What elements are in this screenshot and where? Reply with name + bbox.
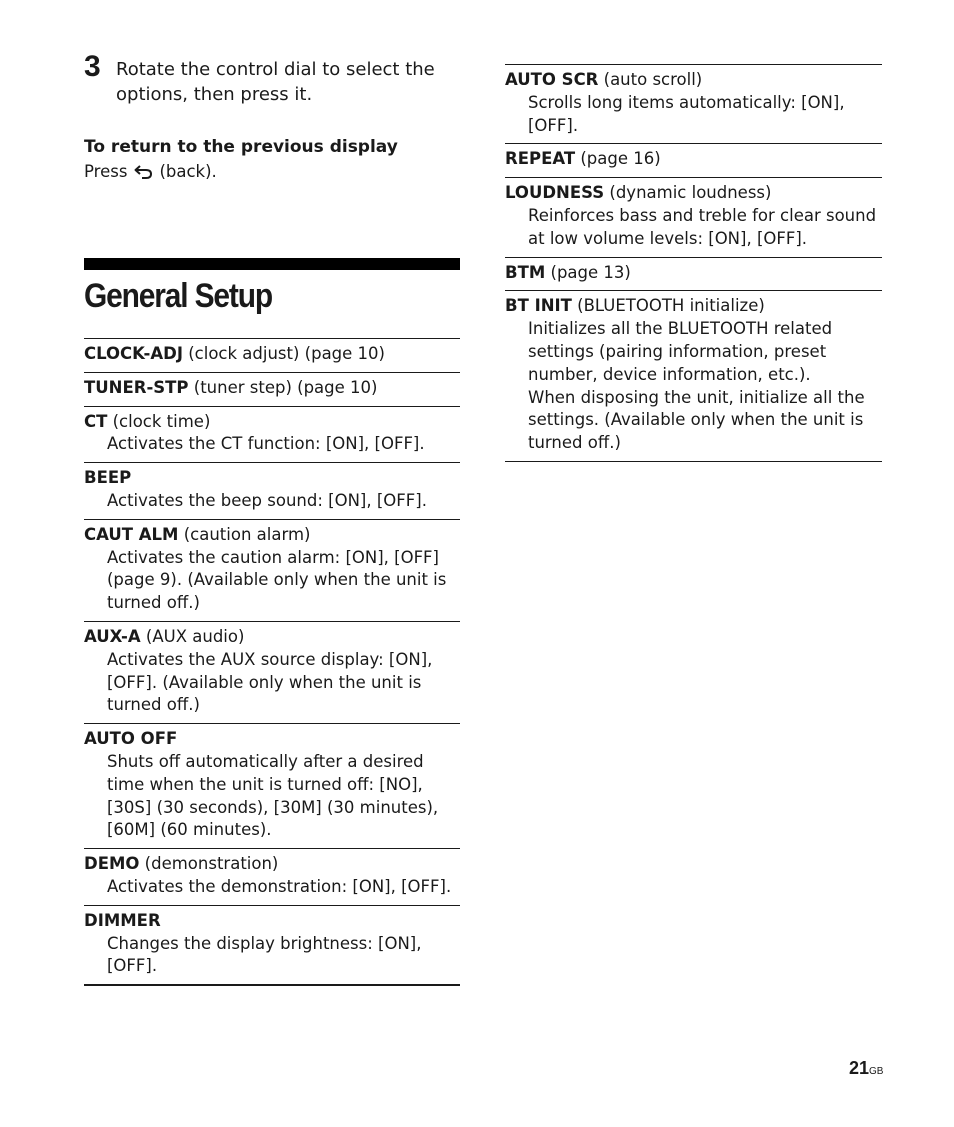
setting-description: Changes the display brightness: [ON], [OFF].	[107, 933, 422, 976]
setting-note: (demonstration)	[139, 854, 279, 874]
setting-heading	[505, 295, 882, 318]
page-number	[849, 1057, 883, 1083]
setting-heading	[84, 626, 460, 649]
setting-description: Activates the beep sound: [ON], [OFF].	[107, 490, 427, 510]
setting-key: AUTO SCR	[505, 70, 599, 89]
setting-description: Scrolls long items automatically: [ON], [OFF].	[528, 92, 845, 135]
setting-heading	[84, 524, 460, 547]
setting-key: AUTO OFF	[84, 729, 178, 749]
setting-key: REPEAT	[505, 149, 576, 169]
setting-key: LOUDNESS	[505, 183, 605, 203]
setting-description: Activates the caution alarm: [ON], [OFF] (page 9). (Available only when the unit is turned off.)	[107, 547, 447, 613]
setting-entry	[84, 905, 460, 984]
setting-entry	[505, 143, 882, 177]
setting-key: DEMO	[84, 854, 140, 874]
setting-heading	[505, 148, 882, 171]
setting-note: (tuner step) (page 10)	[188, 377, 378, 397]
setting-entry	[505, 177, 882, 256]
setting-description: Activates the AUX source display: [ON], [OFF]. (Available only when the unit is turned off.)	[107, 649, 433, 715]
setting-entry	[505, 64, 882, 143]
step-3	[84, 52, 460, 107]
setting-entry	[84, 462, 460, 519]
setting-heading	[84, 411, 460, 434]
setting-description: Shuts off automatically after a desired time when the unit is turned off: [NO], [30S] (30 seconds), [30M] (30 minutes), [60M] (60 minutes).	[107, 751, 439, 840]
setting-note: (dynamic loudness)	[604, 183, 772, 203]
setting-heading	[84, 853, 460, 876]
setting-entry	[84, 406, 460, 463]
setting-note: (clock time)	[107, 411, 211, 431]
setting-description: Activates the demonstration: [ON], [OFF].	[107, 876, 452, 896]
setting-entry	[84, 372, 460, 406]
setting-heading	[84, 343, 460, 366]
setting-description: Initializes all the BLUETOOTH related settings (pairing information, preset number, device information, etc.).	[528, 319, 833, 384]
setting-heading	[84, 467, 460, 490]
step-number: 3	[84, 50, 101, 83]
section-rule	[84, 258, 460, 270]
setting-key: BT INIT	[505, 296, 572, 316]
back-arrow-icon	[134, 165, 153, 179]
setting-note: (clock adjust) (page 10)	[182, 344, 385, 363]
setting-entry	[84, 338, 460, 372]
setting-heading	[505, 262, 882, 285]
setting-entry	[84, 519, 460, 621]
general-setup-list	[84, 338, 460, 986]
setting-heading	[505, 69, 882, 92]
setting-key: CLOCK-ADJ	[84, 344, 183, 363]
setting-note: (auto scroll)	[598, 70, 703, 89]
setting-heading	[84, 728, 460, 751]
page-number-value: 21	[849, 1058, 870, 1078]
setting-heading	[84, 910, 460, 933]
setting-note: (caution alarm)	[178, 524, 311, 544]
setting-key: DIMMER	[84, 910, 161, 930]
step-text: Rotate the control dial to select the options, then press it.	[116, 59, 435, 105]
setting-entry	[84, 723, 460, 848]
setting-key: CT	[84, 411, 108, 431]
setting-note: (BLUETOOTH initialize)	[571, 296, 765, 316]
setting-entry	[84, 848, 460, 905]
setting-key: AUX-A	[84, 626, 141, 646]
setting-key: TUNER-STP	[84, 377, 189, 397]
setting-entry	[505, 290, 882, 461]
setting-description: Activates the CT function: [ON], [OFF].	[107, 434, 425, 454]
setting-description: Reinforces bass and treble for clear sound at low volume levels: [ON], [OFF].	[528, 205, 877, 248]
region-code: GB	[869, 1066, 884, 1077]
back-label: (back).	[159, 162, 217, 181]
return-display-instruction	[84, 161, 217, 183]
press-label: Press	[84, 162, 128, 181]
setting-entry	[505, 257, 882, 291]
setting-note: (page 13)	[545, 262, 631, 282]
setting-note: (page 16)	[575, 149, 661, 169]
setting-description: When disposing the unit, initialize all the settings. (Available only when the unit is turned off.)	[528, 387, 865, 453]
setting-key: CAUT ALM	[84, 524, 179, 544]
setting-key: BTM	[505, 262, 546, 282]
general-setup-list-continued	[505, 64, 882, 462]
setting-key: BEEP	[84, 468, 132, 488]
setting-heading	[84, 377, 460, 400]
setting-note: (AUX audio)	[140, 626, 245, 646]
section-title: General Setup	[84, 277, 272, 315]
setting-entry	[84, 621, 460, 723]
setting-heading	[505, 182, 882, 205]
return-display-heading: To return to the previous display	[84, 137, 398, 157]
